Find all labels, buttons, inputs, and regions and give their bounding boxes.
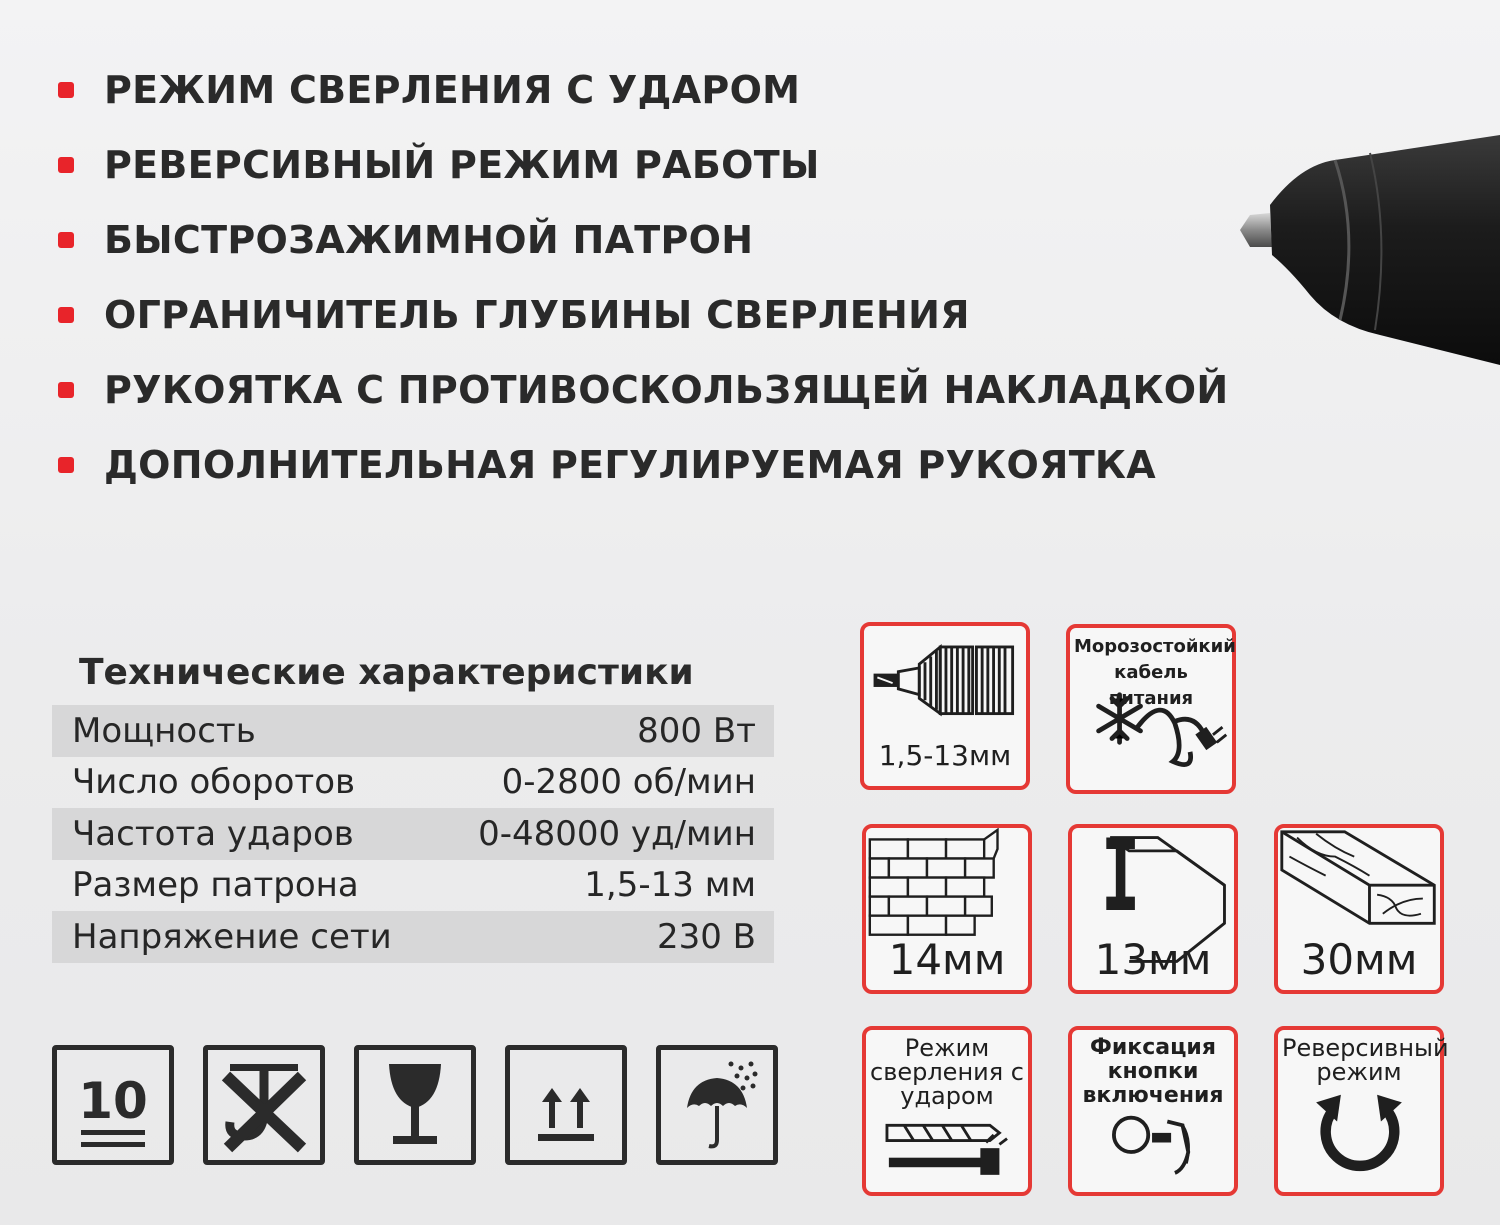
specs-title: Технические характеристики xyxy=(79,652,694,693)
spec-label: Мощность xyxy=(72,710,256,751)
brick-capacity-tile xyxy=(862,824,1032,994)
spec-label: Частота ударов xyxy=(72,813,354,854)
reverse-mode-tile xyxy=(1274,1026,1449,1196)
spec-value: 1,5-13 мм xyxy=(584,865,756,906)
feature-item: РЕЖИМ СВЕРЛЕНИЯ С УДАРОМ xyxy=(58,52,1229,127)
reverse-mode-caption: Реверсивный режим xyxy=(1282,1034,1449,1086)
drill-chuck-image xyxy=(1240,135,1500,365)
bullet-icon xyxy=(58,232,74,248)
spec-value: 0-48000 уд/мин xyxy=(478,813,756,854)
frost-cable-caption: Морозостойкий кабель питания xyxy=(1074,636,1236,709)
frost-cable-tile xyxy=(1066,624,1236,794)
trigger-lock-icon xyxy=(1072,1030,1234,1192)
fragile-glass-icon xyxy=(354,1045,476,1165)
stack-limit-value: 10 xyxy=(78,1072,148,1130)
do-not-hook-icon xyxy=(203,1045,325,1165)
bullet-icon xyxy=(58,307,74,323)
feature-item: ОГРАНИЧИТЕЛЬ ГЛУБИНЫ СВЕРЛЕНИЯ xyxy=(58,277,1229,352)
spec-label: Число оборотов xyxy=(72,762,356,803)
reverse-arrow-icon xyxy=(1278,1030,1449,1192)
bullet-icon xyxy=(58,457,74,473)
steel-capacity-tile xyxy=(1068,824,1238,994)
impact-mode-tile xyxy=(862,1026,1032,1196)
feature-item: БЫСТРОЗАЖИМНОЙ ПАТРОН xyxy=(58,202,1229,277)
spec-row xyxy=(52,911,774,963)
chuck-size-caption: 1,5-13мм xyxy=(878,739,1012,772)
spec-row xyxy=(52,808,774,860)
feature-item: РУКОЯТКА С ПРОТИВОСКОЛЬЗЯЩЕЙ НАКЛАДКОЙ xyxy=(58,352,1229,427)
bullet-icon xyxy=(58,157,74,173)
chuck-size-tile xyxy=(860,622,1030,790)
wood-capacity-caption: 30мм xyxy=(1300,935,1418,984)
impact-mode-caption: Режим сверления с ударом xyxy=(870,1034,1024,1110)
feature-list xyxy=(58,52,1229,502)
hammer-drill-icon xyxy=(866,1030,1028,1192)
specs-table xyxy=(52,652,774,963)
keep-dry-icon xyxy=(656,1045,778,1165)
spec-value: 800 Вт xyxy=(637,710,756,751)
spec-row xyxy=(52,757,774,809)
spec-label: Размер патрона xyxy=(72,865,359,906)
stack-limit-icon xyxy=(52,1045,174,1165)
feature-item: РЕВЕРСИВНЫЙ РЕЖИМ РАБОТЫ xyxy=(58,127,1229,202)
feature-item: ДОПОЛНИТЕЛЬНАЯ РЕГУЛИРУЕМАЯ РУКОЯТКА xyxy=(58,427,1229,502)
spec-value: 0-2800 об/мин xyxy=(501,762,756,803)
spec-label: Напряжение сети xyxy=(72,916,392,957)
spec-value: 230 В xyxy=(656,916,756,957)
brick-capacity-caption: 14мм xyxy=(888,935,1006,984)
bullet-icon xyxy=(58,82,74,98)
steel-capacity-caption: 13мм xyxy=(1094,935,1212,984)
this-way-up-icon xyxy=(505,1045,627,1165)
spec-row xyxy=(52,705,774,757)
trigger-lock-tile xyxy=(1068,1026,1238,1196)
wood-capacity-tile xyxy=(1274,824,1444,994)
spec-row xyxy=(52,860,774,912)
bullet-icon xyxy=(58,382,74,398)
trigger-lock-caption: Фиксация кнопки включения xyxy=(1082,1035,1224,1108)
